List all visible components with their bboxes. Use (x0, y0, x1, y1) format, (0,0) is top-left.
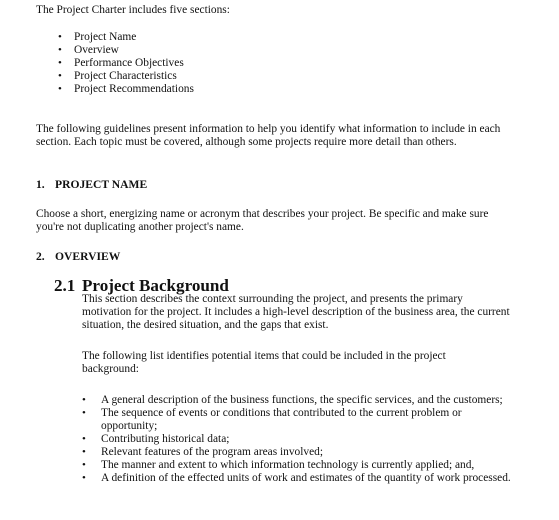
heading-number: 2. (36, 250, 45, 263)
list-item: • A definition of the effected units of work and estimates of the quantity of work processed. (82, 472, 512, 485)
list-item: • Contributing historical data; (82, 433, 512, 446)
subheading-number: 2.1 (54, 276, 76, 295)
list-item: • The manner and extent to which information technology is currently applied; and, (82, 459, 512, 472)
background-items-list (82, 394, 512, 485)
sections-list (58, 31, 194, 96)
heading-overview (36, 250, 120, 263)
background-paragraph-1: This section describes the context surrounding the project, and presents the primary motivation for the project. It includes a high-level description of the business area, the current situation, the desired situation, and the gaps that exist. (82, 293, 510, 331)
subheading-title: Project Background (82, 276, 229, 295)
list-item: • Overview (58, 44, 194, 57)
subheading-project-background (54, 276, 229, 295)
list-item: • The sequence of events or conditions that contributed to the current problem or opportunity; (82, 407, 512, 433)
list-item: • A general description of the business functions, the specific services, and the customers; (82, 394, 512, 407)
list-item: • Relevant features of the program areas involved; (82, 446, 512, 459)
heading-number: 1. (36, 178, 45, 191)
heading-project-name (36, 178, 147, 191)
list-item: • Project Characteristics (58, 70, 194, 83)
intro-text: The Project Charter includes five sections: (36, 4, 230, 16)
list-item: • Project Name (58, 31, 194, 44)
list-item: • Performance Objectives (58, 57, 194, 70)
heading-title: OVERVIEW (55, 250, 121, 263)
heading-title: PROJECT NAME (55, 178, 148, 191)
background-paragraph-2: The following list identifies potential items that could be included in the project background: (82, 350, 446, 375)
project-name-text: Choose a short, energizing name or acronym that describes your project. Be specific and make sure you're not duplicating another project's name. (36, 208, 489, 233)
guidelines-text: The following guidelines present information to help you identify what information to include in each section. Each topic must be covered, although some projects require more detail than others. (36, 123, 501, 148)
list-item: • Project Recommendations (58, 83, 194, 96)
